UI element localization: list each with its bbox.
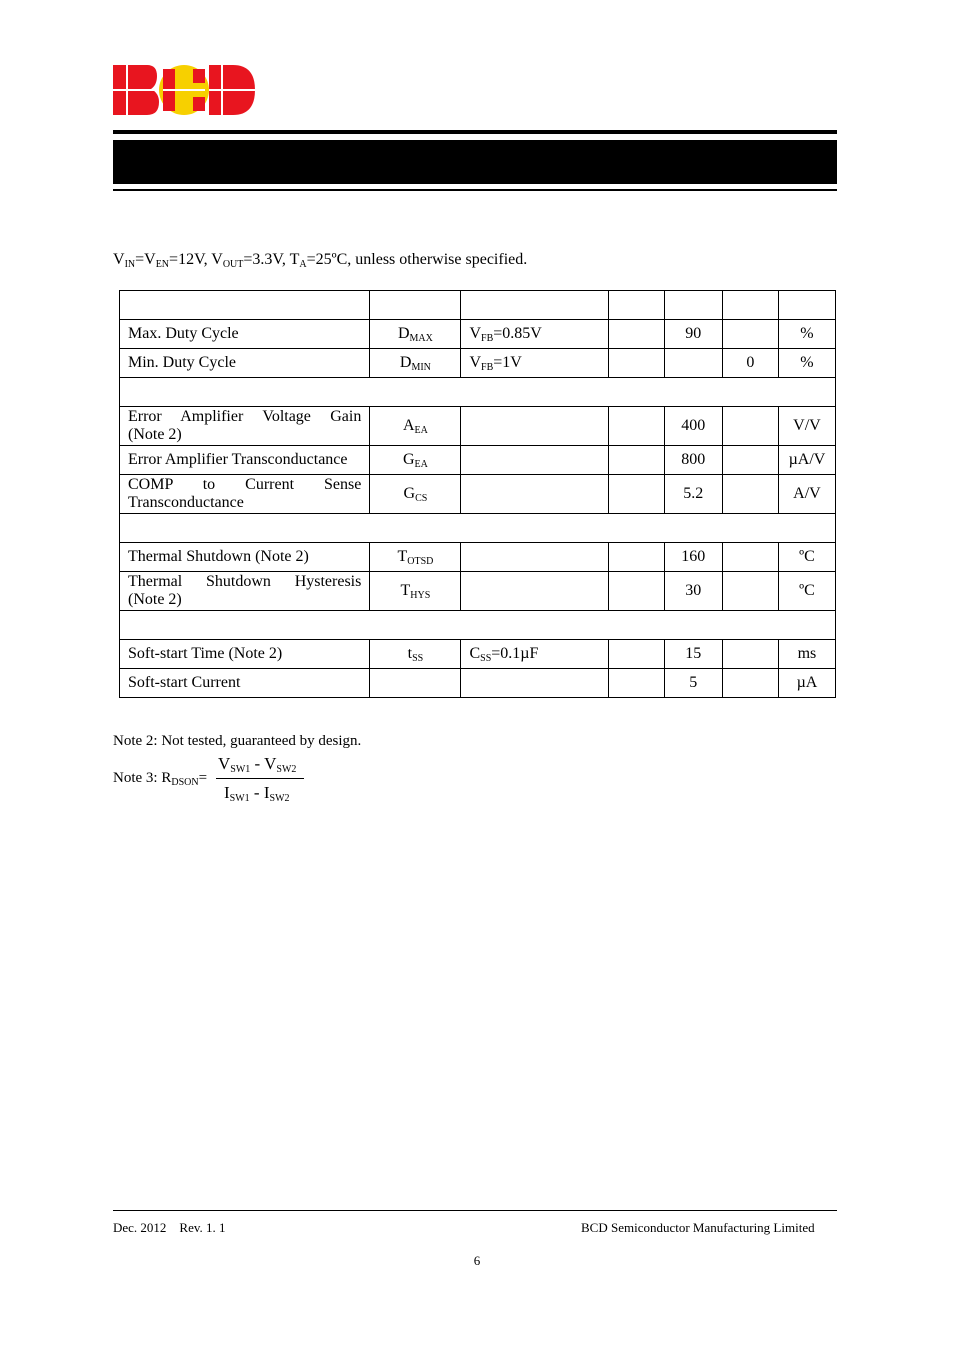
- param-cell: Soft-start Time (Note 2): [120, 640, 370, 669]
- table-row: [120, 446, 836, 475]
- unit-cell: µA/V: [778, 446, 835, 475]
- param-cell: Thermal Shutdown (Note 2): [120, 543, 370, 572]
- page-number: 6: [473, 1253, 481, 1268]
- table-row: [120, 640, 836, 669]
- param-cell: Soft-start Current: [120, 669, 370, 698]
- section-row: [120, 514, 836, 543]
- unit-cell: ms: [778, 640, 835, 669]
- typ-cell: 800: [664, 446, 722, 475]
- max-cell: [722, 640, 778, 669]
- table-row: [120, 543, 836, 572]
- min-cell: [608, 669, 664, 698]
- condition-cell: [461, 543, 608, 572]
- condition-cell: [461, 407, 608, 446]
- param-cell: Thermal Shutdown Hysteresis (Note 2): [120, 572, 370, 611]
- header-thin-rule: [113, 189, 837, 191]
- condition-cell: $C_{SS}=0.1\mu F$: [461, 640, 608, 669]
- header-cell: [370, 291, 461, 320]
- symbol-cell: $G_{EA}$: [370, 446, 461, 475]
- header-thick-rule: [113, 130, 837, 134]
- max-cell: [722, 543, 778, 572]
- table-row: [120, 407, 836, 446]
- condition-cell: [461, 475, 608, 514]
- symbol-cell: $T_{HYS}$: [370, 572, 461, 611]
- footer-rule: [113, 1210, 837, 1211]
- min-cell: [608, 475, 664, 514]
- typ-cell: 160: [664, 543, 722, 572]
- typ-cell: 400: [664, 407, 722, 446]
- max-cell: [722, 320, 778, 349]
- fraction-bar: [216, 778, 304, 779]
- footer-company: BCD Semiconductor Manufacturing Limited: [581, 1220, 815, 1235]
- param-cell: Max. Duty Cycle: [120, 320, 370, 349]
- min-cell: [608, 640, 664, 669]
- fraction-denominator: $I_{SW1} - I_{SW2}$: [224, 783, 290, 804]
- min-cell: [608, 446, 664, 475]
- note-3-label: Note 3: $R_{DSON}=$: [113, 770, 208, 788]
- symbol-cell: $G_{CS}$: [370, 475, 461, 514]
- symbol-cell: $t_{SS}$: [370, 640, 461, 669]
- max-cell: [722, 446, 778, 475]
- electrical-characteristics-table: [119, 290, 836, 698]
- condition-cell: $V_{FB}=1V$: [461, 349, 608, 378]
- section-row: [120, 611, 836, 640]
- typ-cell: [664, 349, 722, 378]
- min-cell: [608, 407, 664, 446]
- symbol-cell: $T_{OTSD}$: [370, 543, 461, 572]
- table-header-row: [120, 291, 836, 320]
- footer-date-revision: Dec. 2012 Rev. 1. 1: [113, 1220, 226, 1235]
- param-cell: Min. Duty Cycle: [120, 349, 370, 378]
- max-cell: [722, 475, 778, 514]
- unit-cell: µA: [778, 669, 835, 698]
- table-row: [120, 349, 836, 378]
- symbol-cell: $A_{EA}$: [370, 407, 461, 446]
- table-row: [120, 320, 836, 349]
- header-cell: [120, 291, 370, 320]
- symbol-cell: $D_{MAX}$: [370, 320, 461, 349]
- param-cell: Error Amplifier Transconductance: [120, 446, 370, 475]
- unit-cell: %: [778, 320, 835, 349]
- table-row: [120, 669, 836, 698]
- typ-cell: 5: [664, 669, 722, 698]
- header-cell: [664, 291, 722, 320]
- note-2: Note 2: Not tested, guaranteed by design.: [113, 733, 362, 749]
- symbol-cell: [370, 669, 461, 698]
- unit-cell: %: [778, 349, 835, 378]
- condition-cell: [461, 572, 608, 611]
- unit-cell: ºC: [778, 543, 835, 572]
- condition-cell: $V_{FB}=0.85V$: [461, 320, 608, 349]
- header-cell: [608, 291, 664, 320]
- min-cell: [608, 572, 664, 611]
- param-cell: COMP to Current Sense Transconductance: [120, 475, 370, 514]
- section-cell: [120, 378, 836, 407]
- max-cell: [722, 407, 778, 446]
- condition-cell: [461, 669, 608, 698]
- symbol-cell: $D_{MIN}$: [370, 349, 461, 378]
- unit-cell: ºC: [778, 572, 835, 611]
- header-cell: [461, 291, 608, 320]
- unit-cell: V/V: [778, 407, 835, 446]
- typ-cell: 30: [664, 572, 722, 611]
- table-row: [120, 475, 836, 514]
- max-cell: [722, 572, 778, 611]
- condition-cell: [461, 446, 608, 475]
- bcd-logo: [113, 65, 255, 115]
- unit-cell: A/V: [778, 475, 835, 514]
- header-cell: [722, 291, 778, 320]
- max-cell: 0: [722, 349, 778, 378]
- header-black-banner: [113, 140, 837, 184]
- table-row: [120, 572, 836, 611]
- param-cell: Error Amplifier Voltage Gain (Note 2): [120, 407, 370, 446]
- section-row: [120, 378, 836, 407]
- typ-cell: 5.2: [664, 475, 722, 514]
- min-cell: [608, 320, 664, 349]
- typ-cell: 15: [664, 640, 722, 669]
- typ-cell: 90: [664, 320, 722, 349]
- section-cell: [120, 611, 836, 640]
- section-cell: [120, 514, 836, 543]
- min-cell: [608, 543, 664, 572]
- test-conditions: $V_{IN}=V_{EN}=12V$, $V_{OUT}=3.3V$, $T_A=25ºC$, unless otherwise specified.: [113, 251, 528, 270]
- min-cell: [608, 349, 664, 378]
- fraction-numerator: $V_{SW1} - V_{SW2}$: [218, 754, 297, 775]
- header-cell: [778, 291, 835, 320]
- max-cell: [722, 669, 778, 698]
